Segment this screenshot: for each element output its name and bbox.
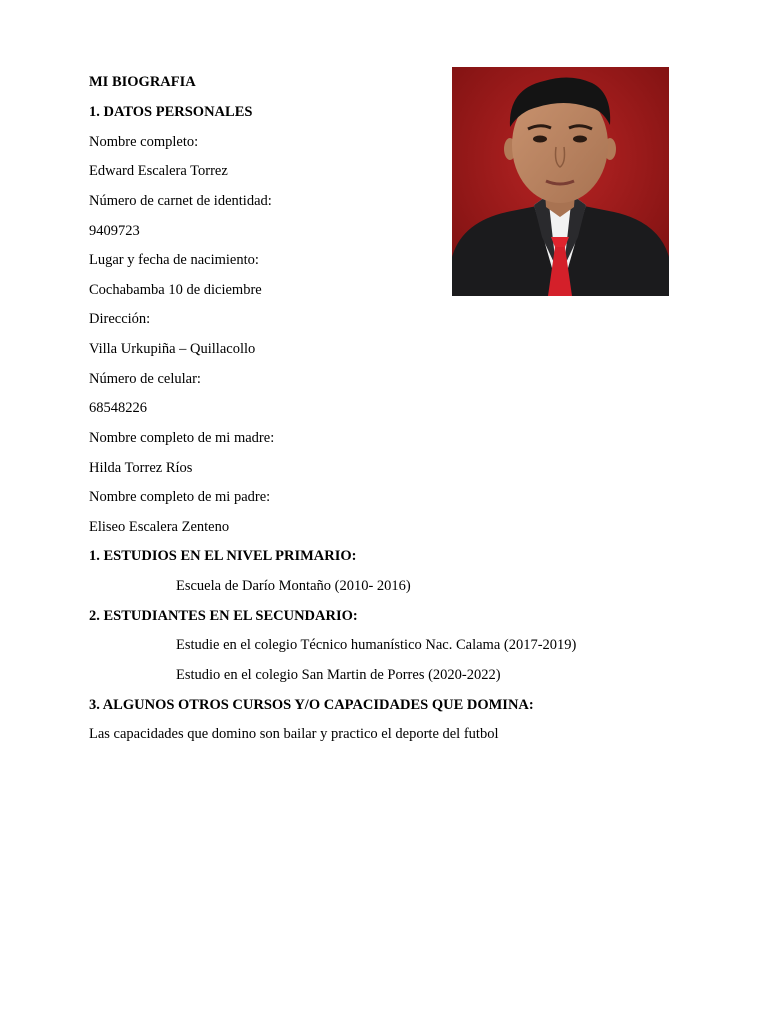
name-label: Nombre completo: [89,134,199,150]
father-value: Eliseo Escalera Zenteno [89,519,230,535]
secondary-school-1: Estudie en el colegio Técnico humanístico Nac. Calama (2017-2019) [176,637,577,653]
portrait-photo [452,67,669,296]
name-value: Edward Escalera Torrez [89,163,228,179]
birth-value: Cochabamba 10 de diciembre [89,282,262,298]
id-label: Número de carnet de identidad: [89,193,272,209]
phone-value: 68548226 [89,400,147,416]
id-value: 9409723 [89,223,140,239]
document-title: MI BIOGRAFIA [89,74,196,90]
section-heading-primary: 1. ESTUDIOS EN EL NIVEL PRIMARIO: [89,548,357,564]
birth-label: Lugar y fecha de nacimiento: [89,252,259,268]
address-label: Dirección: [89,311,151,327]
section-heading-secondary: 2. ESTUDIANTES EN EL SECUNDARIO: [89,608,358,624]
secondary-school-2: Estudio en el colegio San Martin de Porres (2020-2022) [176,667,501,683]
primary-school: Escuela de Darío Montaño (2010- 2016) [176,578,411,594]
section-heading-personal: 1. DATOS PERSONALES [89,104,253,120]
courses-text: Las capacidades que domino son bailar y practico el deporte del futbol [89,726,499,742]
mother-label: Nombre completo de mi madre: [89,430,275,446]
address-value: Villa Urkupiña – Quillacollo [89,341,256,357]
phone-label: Número de celular: [89,371,201,387]
mother-value: Hilda Torrez Ríos [89,460,193,476]
section-heading-courses: 3. ALGUNOS OTROS CURSOS Y/O CAPACIDADES QUE DOMINA: [89,697,534,713]
father-label: Nombre completo de mi padre: [89,489,271,505]
